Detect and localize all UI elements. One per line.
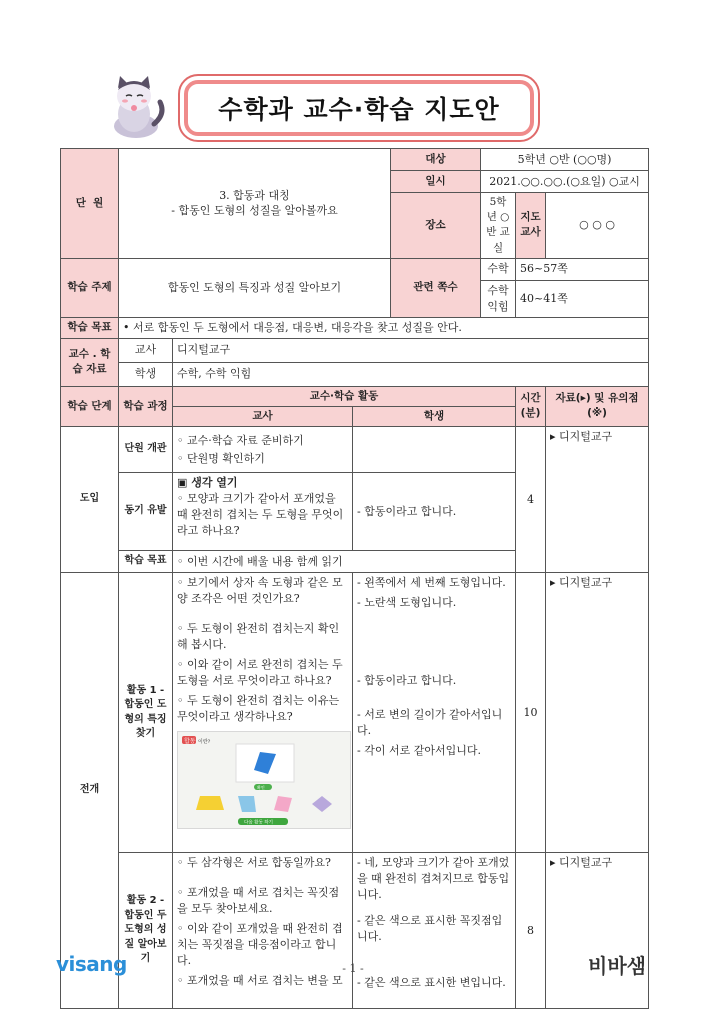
date-value: 2021.○○.○○.(○요일) ○교시 — [481, 171, 649, 193]
intro-process-3: 학습 목표 — [119, 551, 173, 573]
teacher-value: ○ ○ ○ — [546, 193, 649, 259]
dev-time-2: 8 — [516, 853, 546, 1009]
visang-logo: visang — [56, 952, 127, 976]
related-pages-1: 56~57쪽 — [516, 258, 649, 280]
lesson-plan-table — [60, 148, 649, 1009]
time-header: 시간 (분) — [516, 386, 546, 426]
place-value: 5학년 ○반 교실 — [481, 193, 516, 259]
materials-student-value: 수학, 수학 익힘 — [173, 362, 649, 386]
dev-material-2: ▸ 디지털교구 — [546, 853, 649, 1009]
svg-text:확인: 확인 — [257, 784, 265, 790]
dev-material-1: ▸ 디지털교구 — [546, 573, 649, 853]
intro-teacher-2: ▣ 생각 열기 ◦ 모양과 크기가 같아서 포개었을 때 완전히 겹치는 두 도형을 무엇이라고 하나요? — [173, 473, 353, 551]
intro-teacher-3: ◦ 이번 시간에 배울 내용 함께 읽기 — [173, 551, 516, 573]
intro-stage: 도입 — [61, 427, 119, 573]
dev-stage: 전개 — [61, 573, 119, 1009]
intro-process-1: 단원 개관 — [119, 427, 173, 473]
related-book-1: 수학 — [481, 258, 516, 280]
date-label: 일시 — [391, 171, 481, 193]
dev-process-2: 활동 2 - 합동인 두 도형의 성질 알아보기 — [119, 853, 173, 1009]
material-header: 자료(▸) 및 유의점(※) — [546, 386, 649, 426]
unit-value: 3. 합동과 대칭 - 합동인 도형의 성질을 알아볼까요 — [119, 149, 391, 259]
materials-student-label: 학생 — [119, 362, 173, 386]
topic-value: 합동인 도형의 특징과 성질 알아보기 — [119, 258, 391, 317]
page-number: - 1 - — [342, 962, 364, 975]
process-header: 학습 과정 — [119, 386, 173, 426]
svg-text:다음 활동 하기: 다음 활동 하기 — [244, 820, 273, 826]
dev-student-2: - 네, 모양과 크기가 같아 포개었을 때 완전히 겹쳐지므로 합동입니다. - 같은 색으로 표시한 꼭짓점입니다. - 같은 색으로 표시한 변입니다. — [353, 853, 516, 1009]
title-frame — [178, 74, 540, 142]
intro-student-2: - 합동이라고 합니다. — [353, 473, 516, 551]
teacher-label: 지도 교사 — [516, 193, 546, 259]
digital-tool-screenshot — [177, 731, 351, 829]
dev-teacher-2: ◦ 두 삼각형은 서로 합동일까요? ◦ 포개었을 때 서로 겹치는 꼭짓점을 모두 찾아보세요. ◦ 이와 같이 포개었을 때 완전히 겹치는 꼭짓점을 대응점이라고 합니다. ◦ 포개었을 때 서로 겹치는 변을 모 — [173, 853, 353, 1009]
document-title: 수학과 교수·학습 지도안 — [218, 95, 500, 124]
intro-teacher-1: ◦ 교수·학습 자료 준비하기 ◦ 단원명 확인하기 — [173, 427, 353, 473]
materials-teacher-label: 교사 — [119, 338, 173, 362]
dev-teacher-1: ◦ 보기에서 상자 속 도형과 같은 모양 조각은 어떤 것인가요? ◦ 두 도형이 완전히 겹치는지 확인해 봅시다. ◦ 이와 같이 서로 완전히 겹치는 두 도형을 서로 무엇이라고 하나요? ◦ 두 도형이 완전히 겹치는 이유는 무엇이라고 생각하나요? 합동 이란? 확인 다음 활동 하기 — [173, 573, 353, 853]
goal-value: • 서로 합동인 두 도형에서 대응점, 대응변, 대응각을 찾고 성질을 안다. — [119, 317, 649, 338]
materials-teacher-value: 디지털교구 — [173, 338, 649, 362]
unit-label: 단 원 — [61, 149, 119, 259]
dev-time-1: 10 — [516, 573, 546, 853]
teacher-col-header: 교사 — [173, 406, 353, 426]
place-label: 장소 — [391, 193, 481, 259]
stage-header: 학습 단계 — [61, 386, 119, 426]
intro-student-1 — [353, 427, 516, 473]
related-pages-2: 40~41쪽 — [516, 280, 649, 317]
goal-label: 학습 목표 — [61, 317, 119, 338]
page-header — [0, 0, 706, 150]
materials-label: 교수 . 학습 자료 — [61, 338, 119, 386]
target-value: 5학년 ○반 (○○명) — [481, 149, 649, 171]
dev-student-1: - 왼쪽에서 세 번째 도형입니다. - 노란색 도형입니다. - 합동이라고 합니다. - 서로 변의 길이가 같아서입니다. - 각이 서로 같아서입니다. — [353, 573, 516, 853]
related-label: 관련 쪽수 — [391, 258, 481, 317]
student-col-header: 학생 — [353, 406, 516, 426]
vivasam-logo: 비바샘 — [588, 954, 646, 978]
intro-process-2: 동기 유발 — [119, 473, 173, 551]
intro-time: 4 — [516, 427, 546, 573]
intro-material: ▸ 디지털교구 — [546, 427, 649, 573]
svg-text:합동: 합동 — [184, 737, 196, 745]
activity-header: 교수·학습 활동 — [173, 386, 516, 406]
svg-text:이란?: 이란? — [198, 738, 211, 745]
target-label: 대상 — [391, 149, 481, 171]
dev-process-1: 활동 1 - 합동인 도형의 특징 찾기 — [119, 573, 173, 853]
cat-mascot-icon — [104, 74, 168, 140]
topic-label: 학습 주제 — [61, 258, 119, 317]
related-book-2: 수학 익힘 — [481, 280, 516, 317]
digital-tool-shapes-icon — [178, 732, 350, 828]
